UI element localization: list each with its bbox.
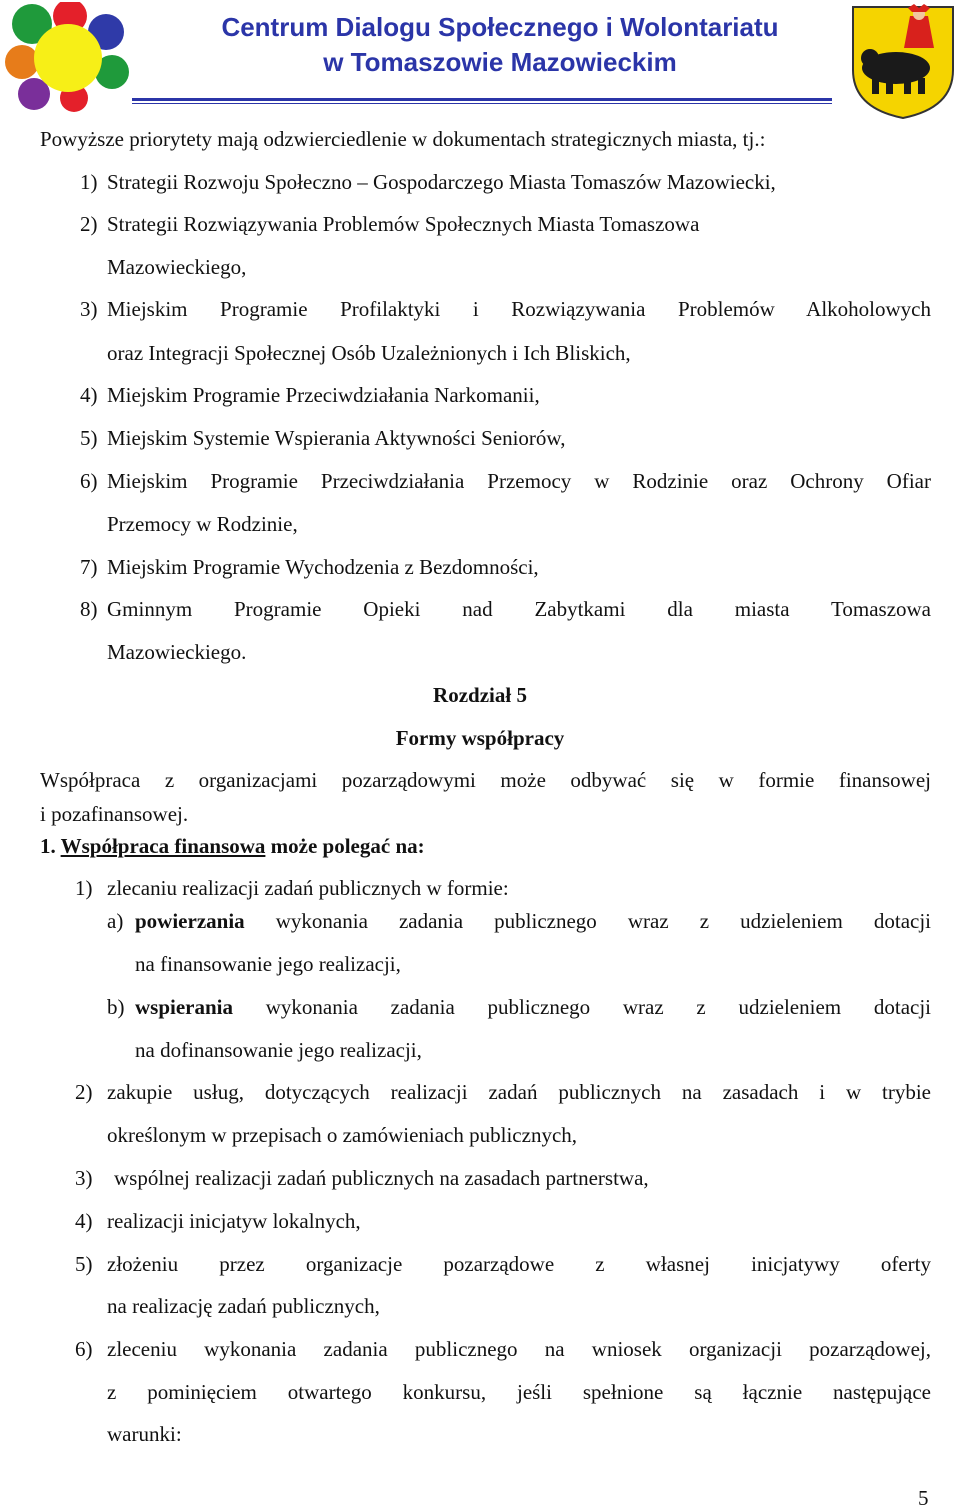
doc-item-text: Gminnym Programie Opieki nad Zabytkami dla miasta Tomaszowa: [107, 597, 931, 621]
section-heading: [40, 834, 425, 858]
doc-item-text-cont: Przemocy w Rodzinie,: [107, 512, 298, 536]
doc-item-text-cont: Mazowieckiego,: [107, 255, 247, 279]
doc-item-text: Strategii Rozwoju Społeczno – Gospodarczego Miasta Tomaszów Mazowiecki,: [107, 170, 776, 194]
sub-item-letter: a): [107, 909, 124, 933]
flower-logo-icon: [2, 2, 132, 112]
fin-item-text-cont: określonym w przepisach o zamówieniach publicznych,: [107, 1123, 578, 1147]
cooperation-intro: Współpraca z organizacjami pozarządowymi może odbywać się w formie finansowej: [40, 768, 931, 792]
doc-item-text-cont: oraz Integracji Społecznej Osób Uzależnionych i Ich Bliskich,: [107, 341, 631, 365]
fin-item-num: 2): [75, 1080, 93, 1104]
fin-item-text: zlecaniu realizacji zadań publicznych w formie:: [107, 876, 509, 900]
fin-item-num: 1): [75, 876, 93, 900]
sub-item-rest: wykonania zadania publicznego wraz z udzieleniem dotacji: [265, 995, 932, 1019]
fin-item-text: wspólnej realizacji zadań publicznych na zasadach partnerstwa,: [114, 1166, 649, 1190]
section-title-rest: może polegać na:: [265, 834, 425, 858]
doc-item-line: Strategii Rozwiązywania Problemów Społecznych Miasta Tomaszowa: [107, 212, 700, 236]
doc-item-num: 2): [80, 212, 98, 236]
sub-item-bold: powierzania: [135, 909, 245, 933]
fin-item-num: 6): [75, 1337, 93, 1361]
chapter-title: Formy współpracy: [395, 726, 565, 750]
doc-item-num: 4): [80, 383, 98, 407]
page-number: 5: [918, 1486, 929, 1510]
fin-item-text-cont: na realizację zadań publicznych,: [107, 1294, 380, 1318]
sub-item-text-cont: na finansowanie jego realizacji,: [135, 952, 401, 976]
sub-item-text: [135, 995, 931, 1019]
sub-item-rest: wykonania zadania publicznego wraz z udzieleniem dotacji: [275, 909, 932, 933]
doc-item-text: Miejskim Programie Przeciwdziałania Narkomanii,: [107, 383, 540, 407]
doc-item-num: 8): [80, 597, 98, 621]
fin-item-num: 5): [75, 1252, 93, 1276]
fin-item-num: 3): [75, 1166, 93, 1190]
doc-item-text: Miejskim Programie Profilaktyki i Rozwiązywania Problemów Alkoholowych: [107, 297, 931, 321]
fin-item-text: realizacji inicjatyw lokalnych,: [107, 1209, 361, 1233]
doc-item-num: 3): [80, 297, 98, 321]
header-rule-thin: [132, 103, 832, 104]
doc-item-text: Miejskim Programie Wychodzenia z Bezdomności,: [107, 555, 539, 579]
sub-item-bold: wspierania: [135, 995, 234, 1019]
doc-item-text: Miejskim Systemie Wspierania Aktywności Seniorów,: [107, 426, 566, 450]
doc-item-text: Miejskim Programie Przeciwdziałania Przemocy w Rodzinie oraz Ochrony Ofiar: [107, 469, 931, 493]
intro-paragraph: Powyższe priorytety mają odzwierciedlenie w dokumentach strategicznych miasta, tj.:: [40, 127, 766, 151]
chapter-heading: Rozdział 5: [433, 683, 527, 707]
section-number: 1.: [40, 834, 56, 858]
sub-item-text: [135, 909, 931, 933]
header-title-line2: w Tomaszowie Mazowieckim: [323, 47, 677, 77]
doc-item-num: 7): [80, 555, 98, 579]
cooperation-intro-cont: i pozafinansowej.: [40, 802, 189, 826]
fin-item-text: zakupie usług, dotyczących realizacji zadań publicznych na zasadach i w trybie: [107, 1080, 931, 1104]
header-title-line1: Centrum Dialogu Społecznego i Wolontariatu: [221, 12, 779, 42]
doc-item-num: 5): [80, 426, 98, 450]
fin-item-text: zleceniu wykonania zadania publicznego na wniosek organizacji pozarządowej,: [107, 1337, 931, 1361]
city-crest-icon: [848, 2, 958, 120]
doc-item-num: 6): [80, 469, 98, 493]
doc-item-num: 1): [80, 170, 98, 194]
doc-item-text-cont: Mazowieckiego.: [107, 640, 247, 664]
fin-item-num: 4): [75, 1209, 93, 1233]
doc-item-text: [107, 212, 931, 236]
fin-item-text: złożeniu przez organizacje pozarządowe z własnej inicjatywy oferty: [107, 1252, 931, 1276]
sub-item-text-cont: na dofinansowanie jego realizacji,: [135, 1038, 422, 1062]
header-rule: [132, 98, 832, 101]
sub-item-letter: b): [107, 995, 125, 1019]
fin-item-text-cont: z pominięciem otwartego konkursu, jeśli spełnione są łącznie następujące: [107, 1380, 931, 1404]
section-title-underlined: Współpraca finansowa: [60, 834, 266, 858]
fin-item-text-cont: warunki:: [107, 1422, 182, 1446]
